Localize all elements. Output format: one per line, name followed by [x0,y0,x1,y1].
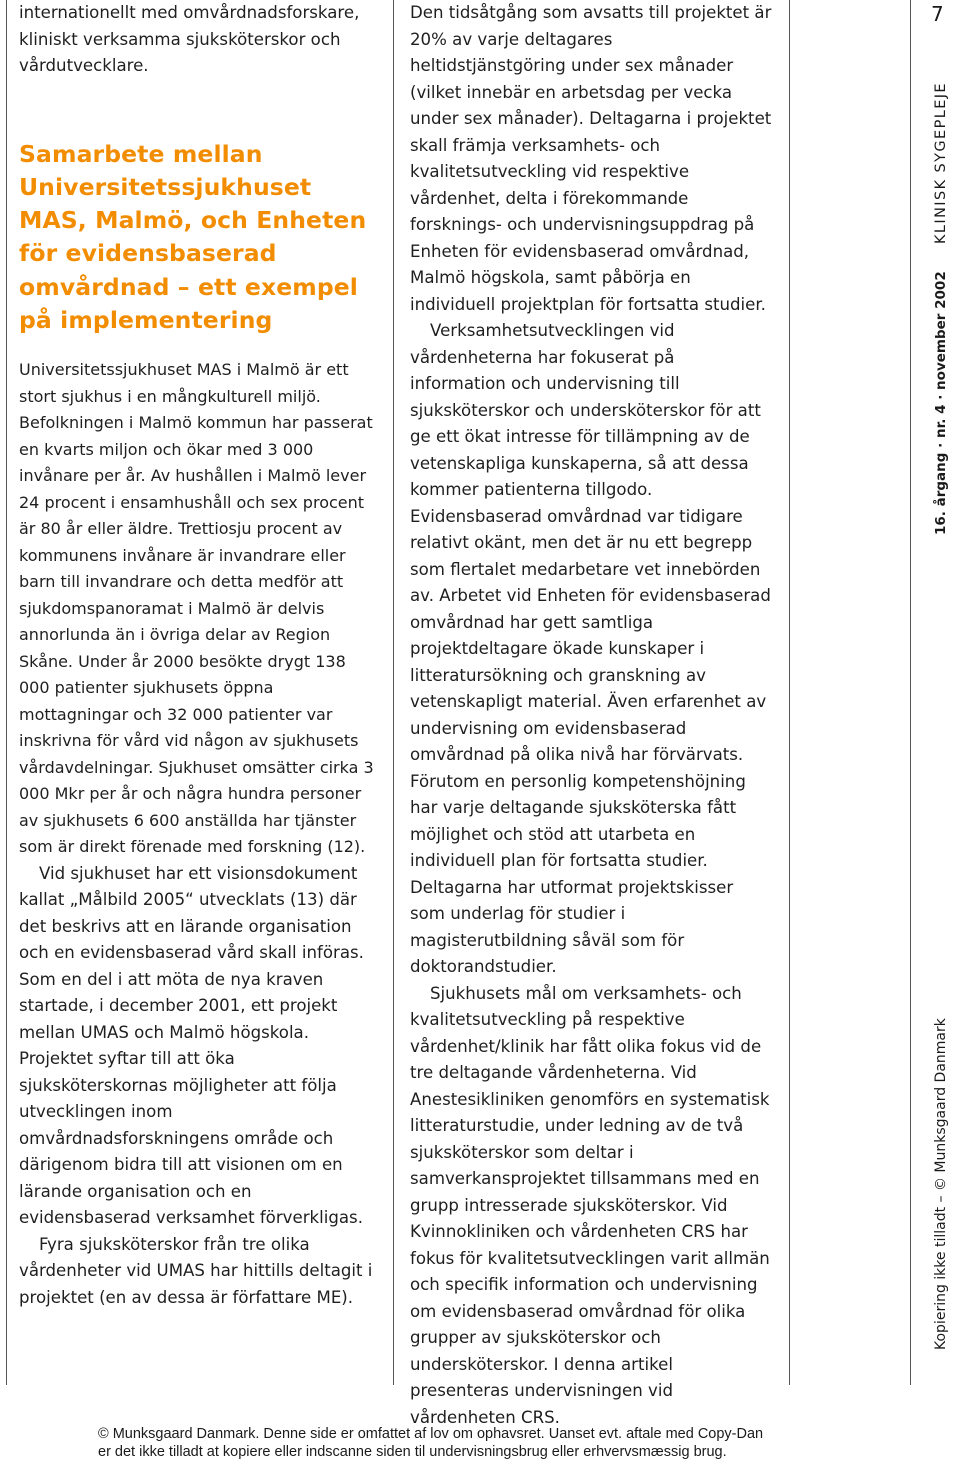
body-paragraph: Universitetssjukhuset MAS i Malmö är ett stort sjukhus i en mångkulturell miljö. Befolkningen i Malmö kommun har passerat en kvarts miljon och ökar med 3 000 invånare per år. Av hushållen i Malmö lever 24 procent i ensamhushåll och sex procent är 80 år eller äldre. Trettiosju procent av kommunens invånare är invandrare eller barn till invandrare och detta medför att sjukdomspanoramat i Malmö är delvis annorlunda än i övriga delar av Region Skåne. Under år 2000 besökte drygt 138 000 patienter sjukhusets öppna mottagningar och 32 000 patienter var inskrivna för vård vid någon av sjukhusets vårdavdelningar. Sjukhuset omsätter cirka 3 000 Mkr per år och några hundra personer av sjukhusets 6 600 anställda har tjänster som är direkt förenade med forskning (12). [19,360,374,857]
body-paragraph: Sjukhusets mål om verksamhets- och kvalitetsutveckling på respektive vårdenhet/klinik har fått olika fokus vid de tre deltagande vårdenheterna. Vid Anestesikliniken genomförs en systematisk litteraturstudie, under ledning av de två sjuksköterskor som deltar i samverkansprojektet tillsammans med en grupp intresserade sjuksköterskor. Vid Kvinnokliniken och vårdenheten CRS har fokus för kvalitetsutvecklingen varit allmän och specifik information och undervisning om evidensbaserad omvårdnad för olika grupper av sjuksköterskor och undersköterskor. I denna artikel presenteras undervisningen vid vårdenheten CRS. [410,983,770,1427]
body-paragraph: Verksamhetsutvecklingen vid vårdenheterna har fokuserat på information och undervisning till sjuksköterskor och undersköterskor för att ge ett ökat intresse för tillämpning av de vetenskapliga kunskaperna, så att dessa kommer patienterna tillgodo. Evidensbaserad omvårdnad var tidigare relativt okänt, men det är nu ett begrepp som flertalet medarbetare vet innebörden av. Arbetet vid Enheten för evidensbaserad omvårdnad har gett samtliga projektdeltagare ökade kunskaper i litteratursökning och granskning av vetenskapligt material. Även erfarenhet av undervisning om evidensbaserad omvårdnad på olika nivå har förvärvats. Förutom en personlig kompetenshöjning har varje deltagande sjuksköterska fått möjlighet och stöd att utarbeta en individuell plan för fortsatta studier. Deltagarna har utformat projektskisser som underlag för studier i magisterutbildning såväl som för doktorandstudier. [410,321,771,976]
left-column [19,0,379,1311]
column-divider-right [789,0,790,1385]
copyright-note: Kopiering ikke tilladt – © Munksgaard Danmark [933,1018,949,1350]
footer-line: © Munksgaard Danmark. Denne side er omfattet af lov om ophavsret. Uanset evt. aftale med Copy-Dan [98,1426,764,1442]
footer-line: er det ikke tilladt at kopiere eller indscanne siden til undervisningsbrug eller erhvervsmæssig brug. [98,1444,727,1460]
page-number: 7 [931,2,944,26]
section-heading: Samarbete mellan Universitetssjukhuset MAS, Malmö, och Enheten för evidensbaserad omvårdnad – ett exempel på implementering [19,139,367,334]
journal-name: KLINISK SYGEPLEJE [933,82,949,244]
footer-copyright [98,1425,898,1461]
column-divider-left [393,0,394,1385]
issue-info: 16. årgang · nr. 4 · november 2002 [933,271,949,535]
right-column [410,0,772,1431]
body-paragraph: Fyra sjuksköterskor från tre olika vårdenheter vid UMAS har hittills deltagit i projektet (en av dessa är författare ME). [19,1234,373,1307]
left-margin-rule [6,0,7,1385]
sidebar-divider [910,0,911,1385]
body-paragraph: Den tidsåtgång som avsatts till projektet är 20% av varje deltagares heltidstjänstgöring under sex månader (vilket innebär en arbetsdag per vecka under sex månader). Deltagarna i projektet skall främja verksamhets- och kvalitetsutveckling vid respektive vårdenhet, delta i förekommande forsknings- och undervisningsuppdrag på Enheten för evidensbaserad omvårdnad, Malmö högskola, samt påbörja en individuell projektplan för fortsatta studier. [410,3,772,314]
intro-fragment: internationellt med omvårdnadsforskare, kliniskt verksamma sjuksköterskor och vårdutvecklare. [19,3,360,75]
body-paragraph: Vid sjukhuset har ett visionsdokument kallat „Målbild 2005“ utvecklats (13) där det beskrivs att en lärande organisation och en evidensbaserad vård skall införas. Som en del i att möta de nya kraven startade, i december 2001, ett projekt mellan UMAS och Malmö högskola. Projektet syftar till att öka sjuksköterskornas möjligheter att följa utvecklingen inom omvårdnadsforskningens område och därigenom bidra till att visionen om en lärande organisation och en evidensbaserad verksamhet förverkligas. [19,863,364,1228]
